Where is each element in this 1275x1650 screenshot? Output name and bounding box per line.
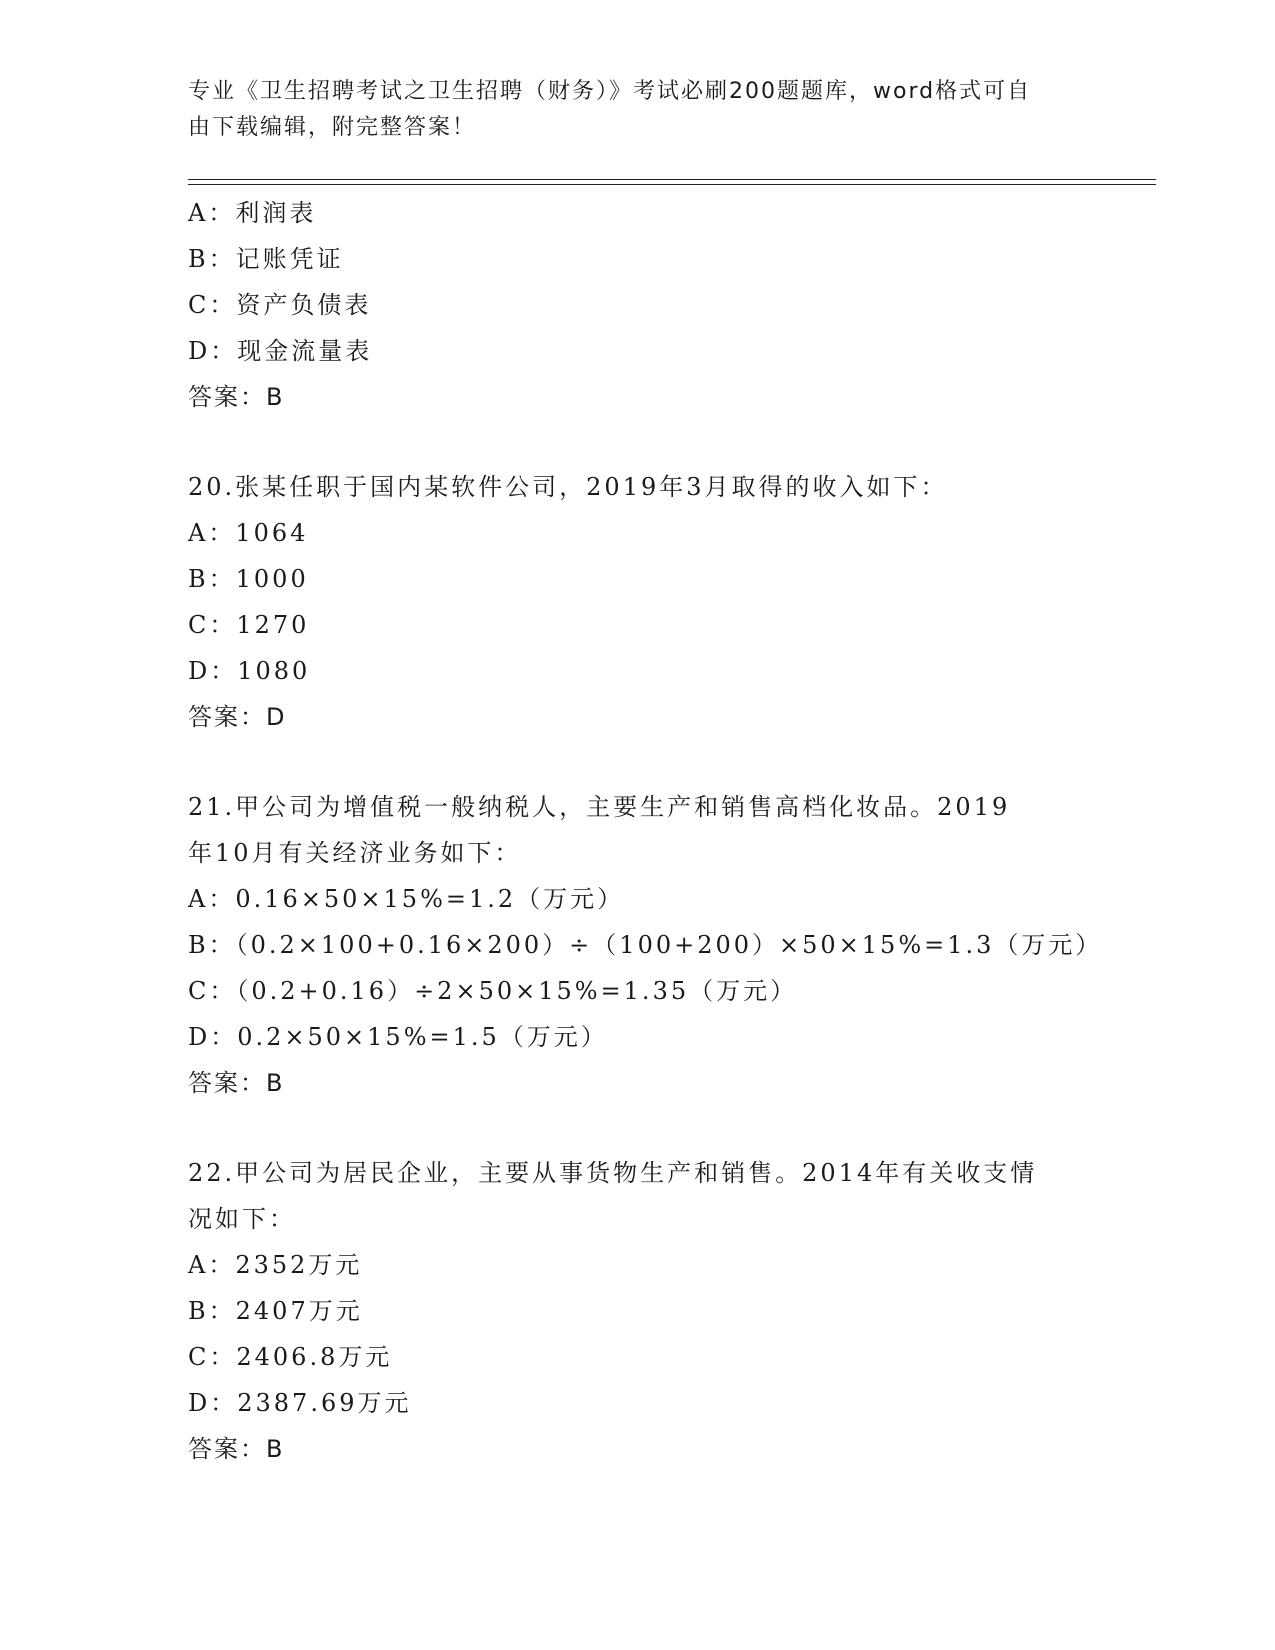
- question-text: 20.张某任职于国内某软件公司，2019年3月取得的收入如下：: [188, 473, 948, 501]
- header-title-line-2: 由下载编辑，附完整答案！: [188, 115, 477, 140]
- option-c: C：2406.8万元: [188, 1343, 393, 1371]
- option-b: B：1000: [188, 565, 309, 593]
- option-a: A：2352万元: [188, 1251, 363, 1279]
- option-a: A：1064: [188, 519, 309, 547]
- question-block-21: [188, 784, 1148, 1106]
- question-block-22: [188, 1150, 1148, 1472]
- question-text-line-2: 况如下：: [188, 1205, 296, 1233]
- header-divider-top: [188, 179, 1156, 180]
- option-b: B：记账凭证: [188, 245, 344, 273]
- header-title-line-1: 专业《卫生招聘考试之卫生招聘（财务）》考试必刷200题题库，word格式可自: [188, 79, 1032, 104]
- document-header: [188, 74, 1088, 146]
- question-text-line-1: 22.甲公司为居民企业，主要从事货物生产和销售。2014年有关收支情: [188, 1159, 1038, 1187]
- spacer: [188, 420, 1148, 464]
- option-d: D：2387.69万元: [188, 1389, 412, 1417]
- option-a: A：利润表: [188, 199, 317, 227]
- option-b: B：2407万元: [188, 1297, 363, 1325]
- header-divider-bottom: [188, 184, 1156, 185]
- option-d: D：0.2×50×15%=1.5（万元）: [188, 1023, 608, 1051]
- question-block-20: [188, 464, 1148, 740]
- spacer: [188, 1106, 1148, 1150]
- question-text-line-2: 年10月有关经济业务如下：: [188, 839, 522, 867]
- answer-line: 答案：D: [188, 703, 287, 731]
- option-c: C：（0.2+0.16）÷2×50×15%=1.35（万元）: [188, 977, 798, 1005]
- option-a: A：0.16×50×15%=1.2（万元）: [188, 885, 625, 913]
- option-b: B：（0.2×100+0.16×200）÷（100+200）×50×15%=1.3（万元）: [188, 931, 1103, 959]
- option-c: C：1270: [188, 611, 310, 639]
- question-text-line-1: 21.甲公司为增值税一般纳税人，主要生产和销售高档化妆品。2019: [188, 793, 1011, 821]
- option-d: D：1080: [188, 657, 311, 685]
- question-list: [188, 190, 1148, 1472]
- option-c: C：资产负债表: [188, 291, 372, 319]
- spacer: [188, 740, 1148, 784]
- question-block-prev: [188, 190, 1148, 420]
- answer-line: 答案：B: [188, 383, 285, 411]
- answer-line: 答案：B: [188, 1069, 285, 1097]
- answer-line: 答案：B: [188, 1435, 285, 1463]
- option-d: D：现金流量表: [188, 337, 373, 365]
